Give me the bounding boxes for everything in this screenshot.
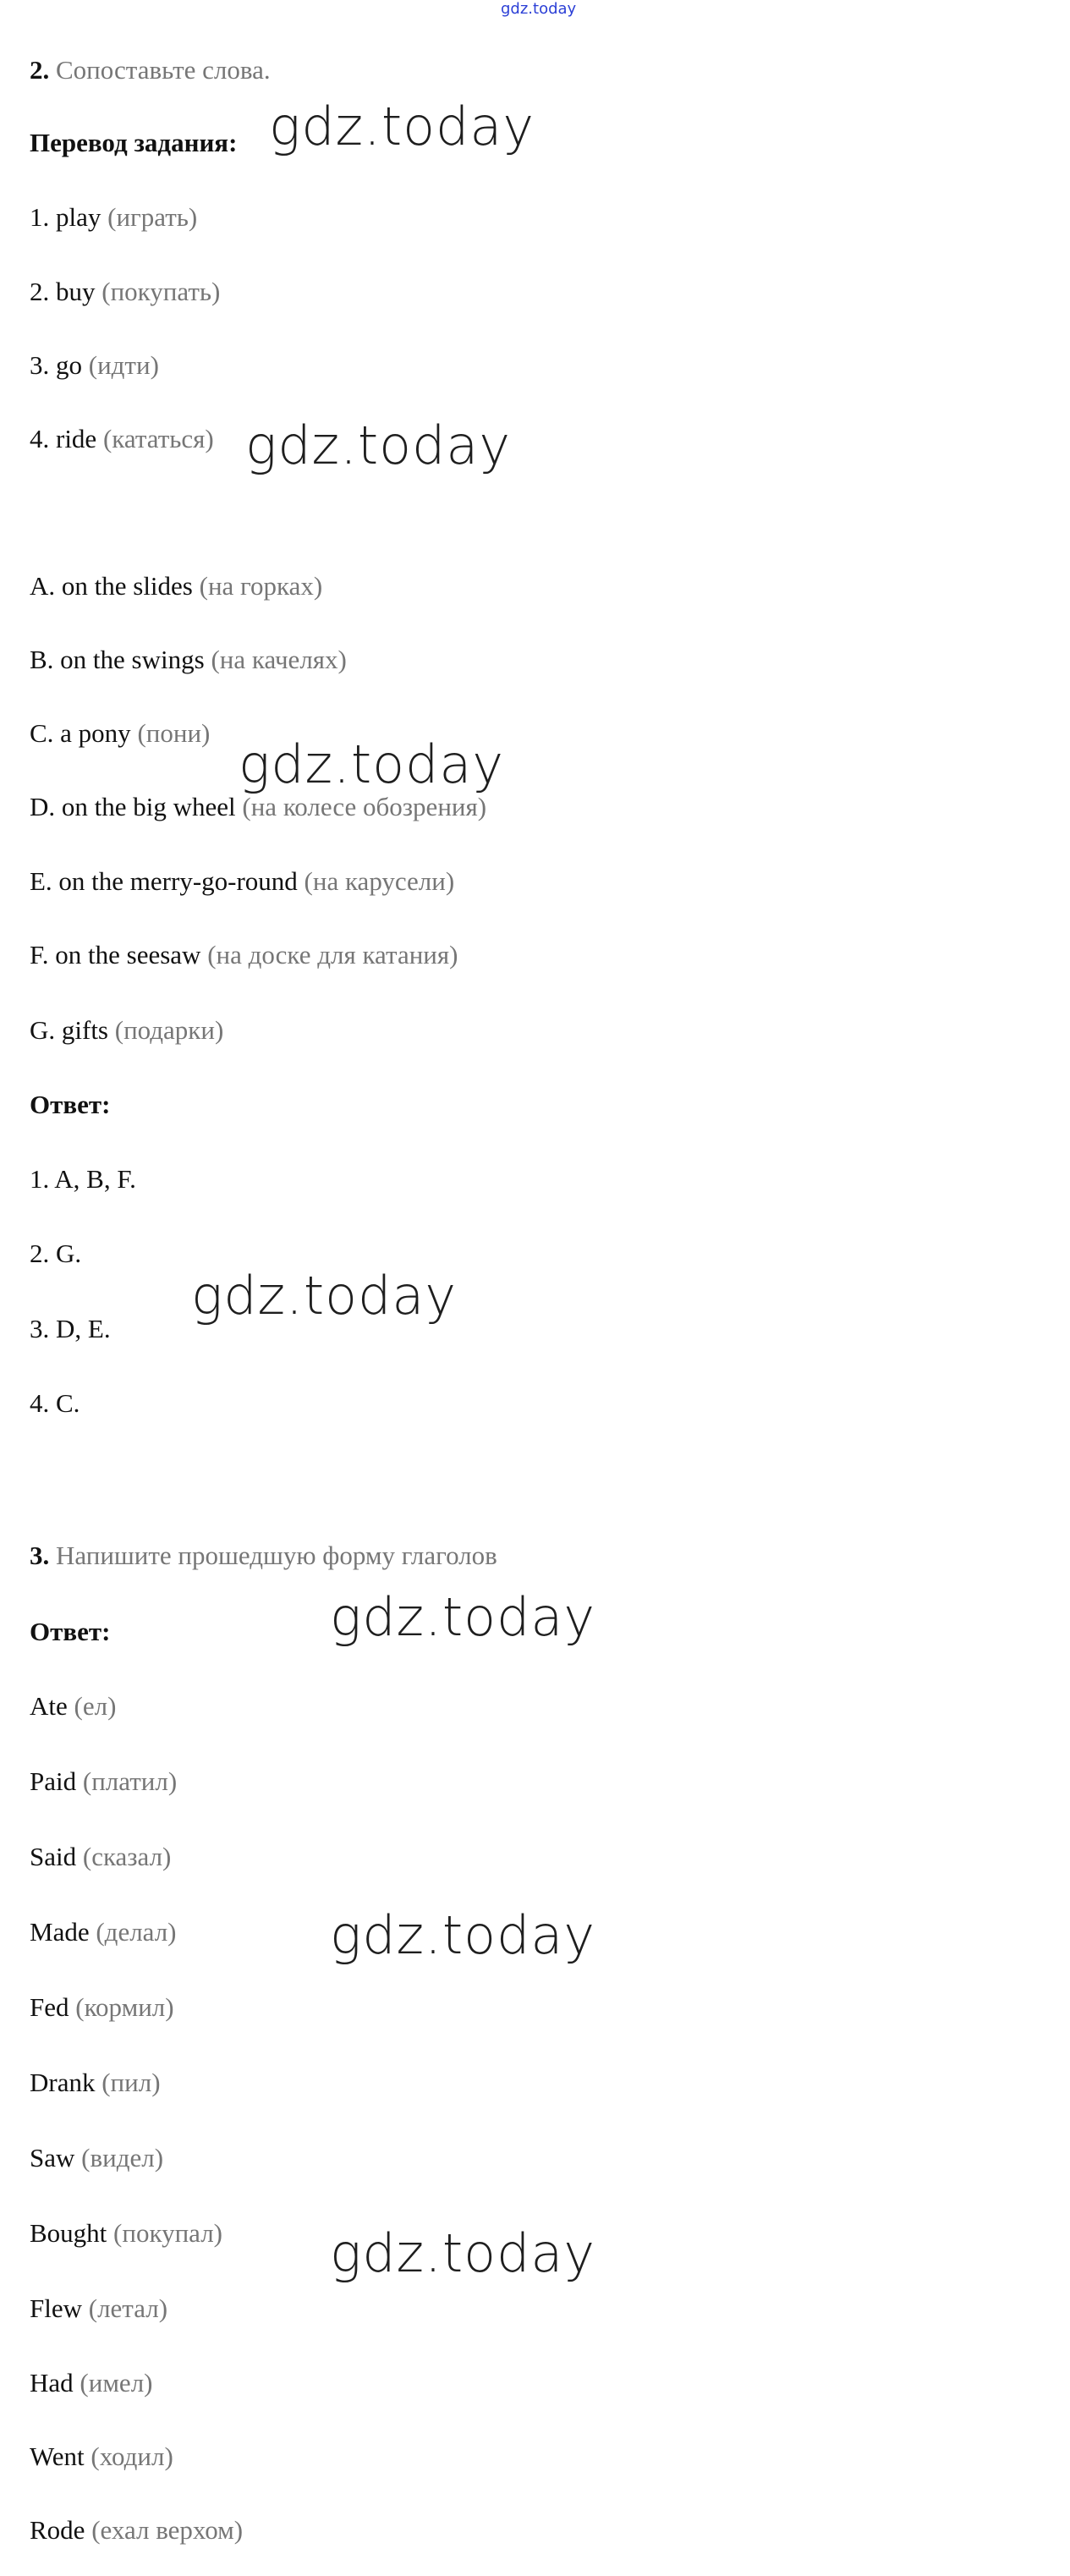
verb-ru: (играть) — [101, 202, 198, 232]
verb-ru: (покупать) — [95, 277, 221, 306]
phrase-en: C. a pony — [30, 718, 131, 748]
task2-verb-4 — [30, 422, 214, 456]
task2-prompt: Сопоставьте слова. — [49, 55, 271, 85]
verb-ru: (ел) — [67, 1691, 117, 1721]
task3-verb-ate — [30, 1689, 116, 1723]
watermark: gdz.today — [330, 2222, 596, 2284]
watermark: gdz.today — [239, 733, 505, 795]
watermark: gdz.today — [191, 1265, 458, 1326]
task3-verb-saw — [30, 2141, 163, 2175]
watermark: gdz.today — [245, 415, 512, 476]
task2-phrase-d — [30, 790, 486, 824]
task3-verb-bought — [30, 2216, 222, 2250]
task2-number: 2. — [30, 55, 50, 85]
task2-verb-3 — [30, 349, 159, 382]
task3-verb-fed — [30, 1991, 174, 2024]
verb-ru: (кормил) — [69, 1992, 174, 2022]
task3-verb-had — [30, 2366, 153, 2400]
phrase-ru: (подарки) — [108, 1015, 224, 1045]
task2-translation-heading: Перевод задания: — [30, 128, 238, 157]
verb-ru: (видел) — [74, 2143, 164, 2172]
task2-header — [30, 53, 271, 87]
task2-verb-1 — [30, 200, 197, 234]
verb-en: Ate — [30, 1691, 68, 1721]
verb-en: Paid — [30, 1766, 77, 1796]
phrase-ru: (на карусели) — [297, 866, 455, 896]
task3-verb-paid — [30, 1765, 177, 1799]
verb-ru: (ехал верхом) — [85, 2515, 244, 2545]
verb-en: Saw — [30, 2143, 75, 2172]
phrase-ru: (пони) — [130, 718, 211, 748]
task2-phrase-b — [30, 643, 347, 677]
verb-en: Made — [30, 1917, 90, 1947]
task3-number: 3. — [30, 1541, 50, 1570]
phrase-ru: (на колесе обозрения) — [235, 792, 487, 821]
phrase-en: F. on the seesaw — [30, 940, 201, 969]
phrase-en: D. on the big wheel — [30, 792, 236, 821]
verb-en: Fed — [30, 1992, 69, 2022]
task3-verb-drank — [30, 2066, 161, 2100]
watermark: gdz.today — [269, 96, 535, 157]
verb-ru: (делал) — [89, 1917, 177, 1947]
task3-prompt: Напишите прошедшую форму глаголов — [49, 1541, 497, 1570]
watermark-top: gdz.today — [501, 0, 577, 18]
verb-ru: (покупал) — [107, 2218, 222, 2248]
verb-en: 1. play — [30, 202, 102, 232]
task2-answer-1: 1. A, B, F. — [30, 1164, 136, 1194]
task3-verb-went — [30, 2440, 173, 2474]
verb-ru: (платил) — [76, 1766, 178, 1796]
task2-phrase-g — [30, 1013, 223, 1047]
verb-ru: (идти) — [82, 350, 159, 380]
task2-phrase-f — [30, 938, 458, 972]
task2-phrase-c — [30, 717, 210, 750]
verb-en: Drank — [30, 2068, 96, 2097]
phrase-ru: (на горках) — [192, 571, 323, 601]
task2-answer-heading: Ответ: — [30, 1090, 111, 1119]
task3-verb-made — [30, 1915, 177, 1949]
task2-answer-2: 2. G. — [30, 1239, 82, 1268]
phrase-en: B. on the swings — [30, 645, 205, 674]
verb-en: Flew — [30, 2293, 82, 2323]
phrase-en: G. gifts — [30, 1015, 108, 1045]
verb-en: 3. go — [30, 350, 82, 380]
task2-phrase-a — [30, 569, 322, 603]
task3-verb-said — [30, 1840, 171, 1874]
phrase-ru: (на доске для катания) — [200, 940, 458, 969]
verb-en: Rode — [30, 2515, 85, 2545]
task2-verb-2 — [30, 275, 220, 309]
phrase-en: E. on the merry-go-round — [30, 866, 298, 896]
task3-verb-flew — [30, 2292, 167, 2326]
verb-en: Said — [30, 1842, 77, 1871]
task2-phrase-e — [30, 865, 454, 898]
verb-en: Bought — [30, 2218, 107, 2248]
task3-verb-rode — [30, 2513, 243, 2547]
verb-en: Had — [30, 2368, 74, 2397]
task2-answer-3: 3. D, E. — [30, 1314, 111, 1343]
verb-ru: (летал) — [82, 2293, 168, 2323]
verb-ru: (сказал) — [76, 1842, 172, 1871]
task2-answer-4: 4. C. — [30, 1388, 80, 1418]
task3-header — [30, 1539, 497, 1573]
verb-en: 2. buy — [30, 277, 96, 306]
task3-answer-heading: Ответ: — [30, 1617, 111, 1646]
verb-en: 4. ride — [30, 424, 97, 453]
verb-ru: (ходил) — [84, 2441, 173, 2471]
phrase-ru: (на качелях) — [204, 645, 347, 674]
verb-ru: (имел) — [73, 2368, 153, 2397]
verb-ru: (пил) — [95, 2068, 161, 2097]
verb-en: Went — [30, 2441, 85, 2471]
phrase-en: A. on the slides — [30, 571, 193, 601]
verb-ru: (кататься) — [96, 424, 214, 453]
watermark: gdz.today — [330, 1904, 596, 1966]
watermark: gdz.today — [330, 1586, 596, 1648]
